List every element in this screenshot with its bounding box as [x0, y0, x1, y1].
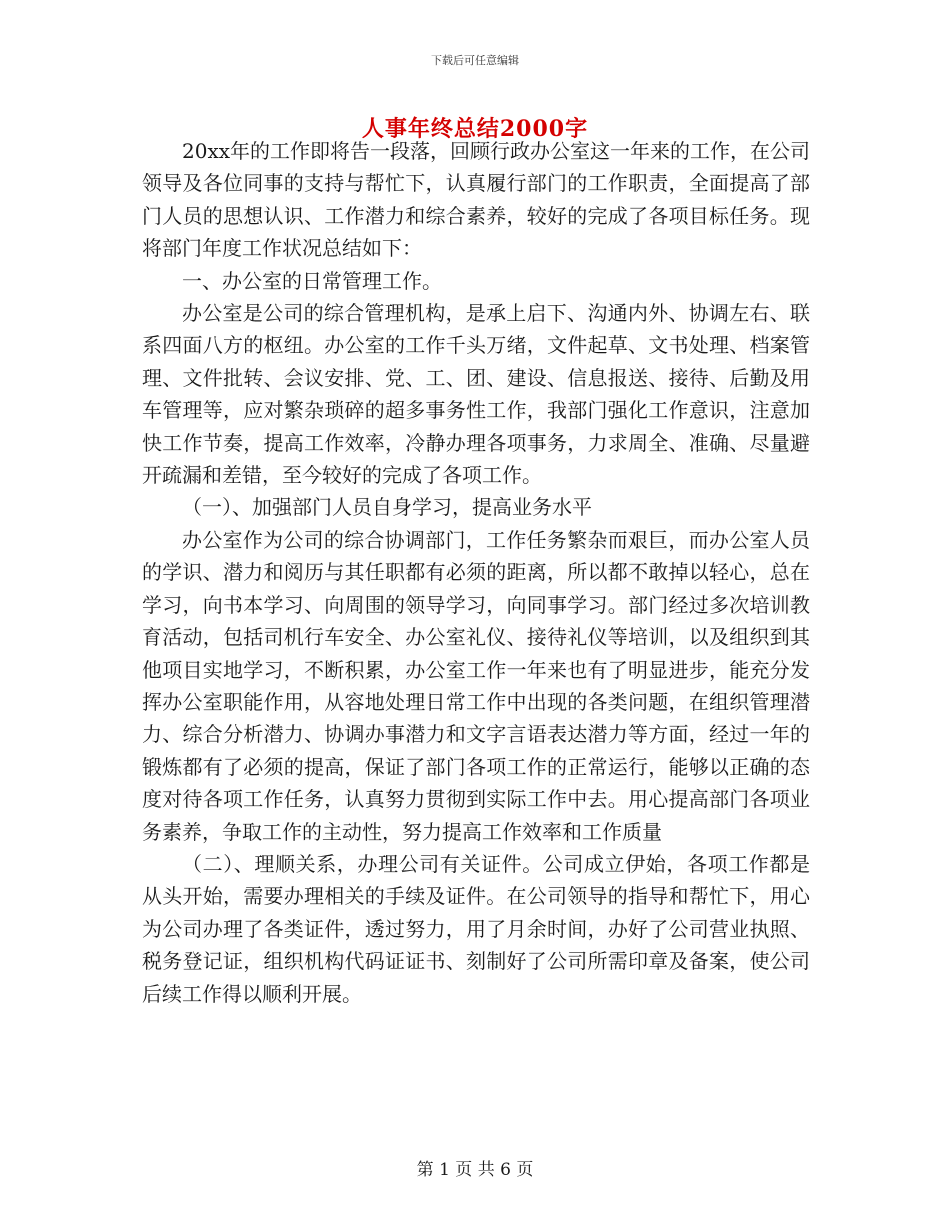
page-footer: 第 1 页 共 6 页: [416, 1160, 534, 1180]
paragraph-learning: 办公室作为公司的综合协调部门，工作任务繁杂而艰巨，而办公室人员的学识、潜力和阅历与其任职都有必须的距离，所以都不敢掉以轻心，总在学习，向书本学习、向周围的领导学习，向同事学习。部门经过多次培训教育活动，包括司机行车安全、办公室礼仪、接待礼仪等培训，以及组织到其他项目实地学习，不断积累，办公室工作一年来也有了明显进步，能充分发挥办公室职能作用，从容地处理日常工作中出现的各类问题，在组织管理潜力、综合分析潜力、协调办事潜力和文字言语表达潜力等方面，经过一年的锻炼都有了必须的提高，保证了部门各项工作的正常运行，能够以正确的态度对待各项工作任务，认真努力贯彻到实际工作中去。用心提高部门各项业务素养，争取工作的主动性，努力提高工作效率和工作质量: [142, 527, 810, 844]
document-title: 人事年终总结2000字: [361, 116, 589, 142]
paragraph-intro: 20xx年的工作即将告一段落，回顾行政办公室这一年来的工作，在公司领导及各位同事的支持与帮忙下，认真履行部门的工作职责，全面提高了部门人员的思想认识、工作潜力和综合素养，较好的完成了各项目标任务。现将部门年度工作状况总结如下：: [142, 139, 811, 261]
section-heading-1: 一、办公室的日常管理工作。: [182, 268, 442, 293]
document-body: [142, 135, 810, 1010]
paragraph-certificates: （二）、理顺关系，办理公司有关证件。公司成立伊始，各项工作都是从头开始，需要办理相关的手续及证件。在公司领导的指导和帮忙下，用心为公司办理了各类证件，透过努力，用了月余时间，办好了公司营业执照、税务登记证，组织机构代码证证书、刻制好了公司所需印章及备案，使公司后续工作得以顺利开展。: [142, 851, 810, 1006]
subsection-heading-1: （一）、加强部门人员自身学习，提高业务水平: [182, 495, 592, 520]
paragraph-office-role: 办公室是公司的综合管理机构，是承上启下、沟通内外、协调左右、联系四面八方的枢纽。办公室的工作千头万绪，文件起草、文书处理、档案管理、文件批转、会议安排、党、工、团、建设、信息报送、接待、后勤及用车管理等，应对繁杂琐碎的超多事务性工作，我部门强化工作意识，注意加快工作节奏，提高工作效率，冷静办理各项事务，力求周全、准确、尽量避开疏漏和差错，至今较好的完成了各项工作。: [142, 301, 810, 488]
header-note: 下载后可任意编辑: [431, 54, 519, 67]
